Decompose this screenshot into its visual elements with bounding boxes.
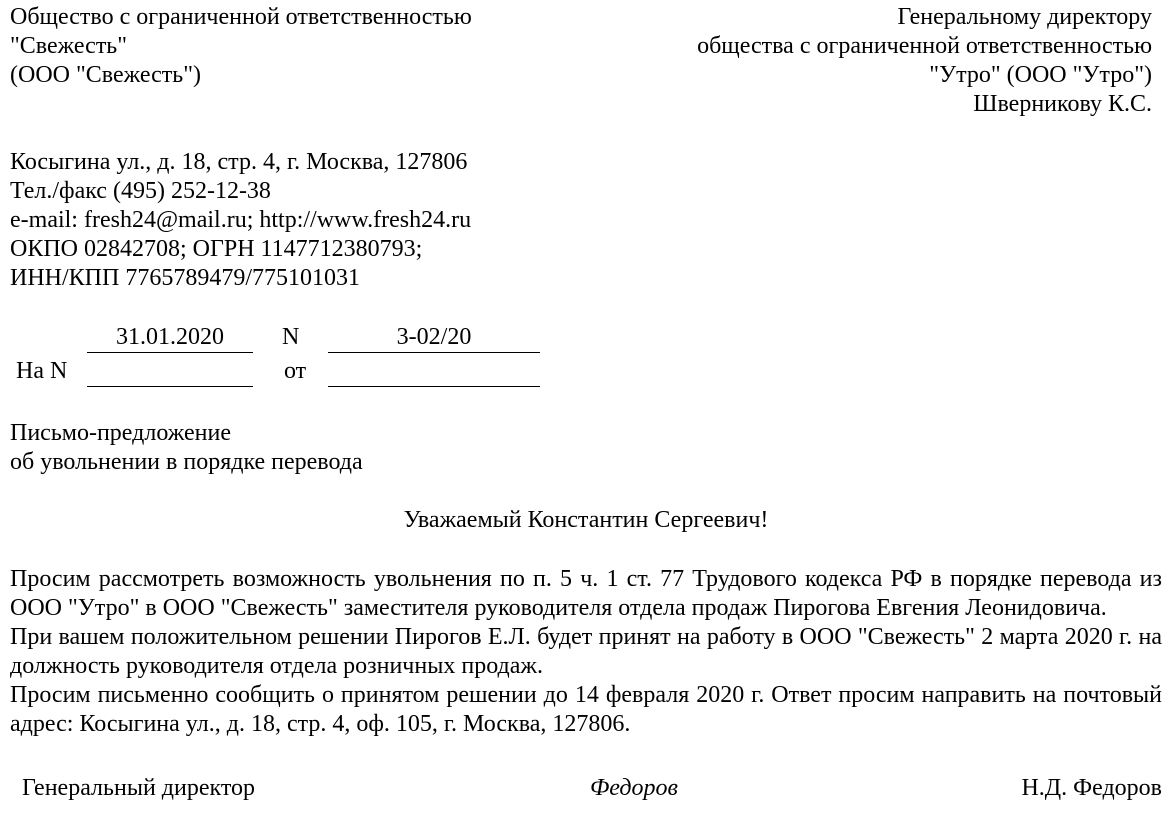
ref-date-field: [328, 357, 540, 387]
body-paragraph-1: Просим рассмотреть возможность увольнения по п. 5 ч. 1 ст. 77 Трудового кодекса РФ в порядке перевода из ООО "Утро" в ООО "Свежесть" заместителя руководителя отдела продаж Пирогова Евгения Леонидовича.: [10, 566, 1162, 621]
recipient-line-1: Генеральному директору: [897, 4, 1152, 30]
contact-inn-kpp: ИНН/КПП 7765789479/775101031: [10, 265, 361, 291]
contact-phone: Тел./факс (495) 252-12-38: [10, 178, 271, 204]
contact-email: e-mail: fresh24@mail.ru; http://www.fresh24.ru: [10, 207, 472, 233]
sender-contacts: [10, 148, 471, 293]
sender-line-1: Общество с ограниченной ответственностью: [10, 4, 472, 30]
sender-block: [10, 3, 472, 90]
ref-number-label: На N: [16, 358, 68, 384]
ref-date-label: от: [284, 358, 307, 384]
body-paragraph-2: При вашем положительном решении Пирогов Е.Л. будет принят на работу в ООО "Свежесть" 2 марта 2020 г. на должность руководителя отдела розничных продаж.: [10, 624, 1162, 679]
number-label: N: [282, 324, 300, 350]
salutation: Уважаемый Константин Сергеевич!: [403, 507, 769, 533]
recipient-line-3: "Утро" (ООО "Утро"): [929, 62, 1152, 88]
outgoing-number-field: 3-02/20: [328, 323, 540, 353]
recipient-block: [697, 3, 1152, 119]
subject-line-1: Письмо-предложение: [10, 420, 231, 446]
sender-line-2: "Свежесть": [10, 33, 128, 59]
signatory-name: Н.Д. Федоров: [1021, 775, 1162, 801]
contact-address: Косыгина ул., д. 18, стр. 4, г. Москва, 127806: [10, 149, 468, 175]
signatory-position: Генеральный директор: [22, 775, 256, 801]
recipient-line-2: общества с ограниченной ответственностью: [697, 33, 1152, 59]
letter-body: [10, 565, 1162, 739]
contact-okpo-ogrn: ОКПО 02842708; ОГРН 1147712380793;: [10, 236, 423, 262]
outgoing-date-field: 31.01.2020: [87, 323, 253, 353]
handwritten-signature: Федоров: [590, 775, 678, 801]
subject-line-2: об увольнении в порядке перевода: [10, 449, 363, 475]
sender-line-3: (ООО "Свежесть"): [10, 62, 202, 88]
recipient-line-4: Шверникову К.С.: [973, 91, 1152, 117]
ref-number-field: [87, 357, 253, 387]
body-paragraph-3: Просим письменно сообщить о принятом решении до 14 февраля 2020 г. Ответ просим направить на почтовый адрес: Косыгина ул., д. 18, стр. 4, оф. 105, г. Москва, 127806.: [10, 682, 1162, 737]
letter-subject: [10, 419, 363, 477]
